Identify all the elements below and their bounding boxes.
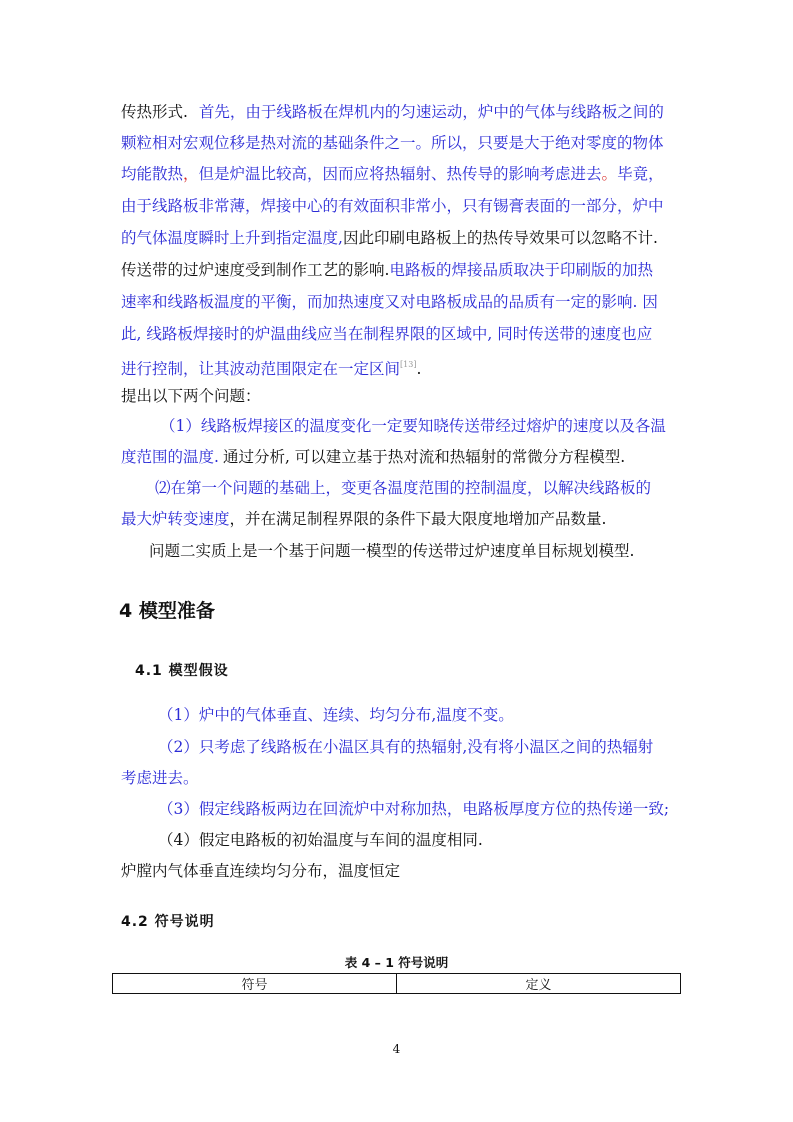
- text-span: 通过分析, 可以建立基于热对流和热辐射的常微分方程模型.: [222, 448, 626, 466]
- assumption-item: 考虑进去。: [121, 769, 199, 787]
- text-span: 电路板的焊接品质取决于印刷版的加热: [389, 261, 653, 279]
- paragraph-line: [121, 228, 658, 248]
- text-span: 的气体温度瞬时上升到指定温度,: [121, 229, 343, 247]
- subsection-heading: 4.2 符号说明: [121, 914, 215, 930]
- citation-ref[interactable]: [13]: [400, 360, 417, 369]
- problem-note: 问题二实质上是一个基于问题一模型的传送带过炉速度单目标规划模型.: [149, 542, 635, 560]
- problem-1-line: （1）线路板焊接区的温度变化一定要知晓传送带经过熔炉的速度以及各温: [160, 417, 666, 435]
- text-span: ，并在满足制程界限的条件下最大限度地增加产品数量.: [229, 510, 607, 528]
- text-span: 传热形式.: [121, 103, 188, 121]
- symbol-table: [112, 973, 681, 994]
- paragraph-line: 速率和线路板温度的平衡，而加热速度又对电路板成品的品质有一定的影响. 因: [121, 293, 658, 311]
- text-span: 因此印刷电路板上的热传导效果可以忽略不计.: [342, 229, 658, 247]
- text-span: .: [416, 360, 422, 378]
- section-heading: 4 模型准备: [119, 600, 215, 622]
- text-span: 均能散热: [121, 165, 184, 183]
- paragraph-line: 颗粒相对宏观位移是热对流的基础条件之一。所以，只要是大于绝对零度的物体: [121, 134, 664, 152]
- paragraph-line: 由于线路板非常薄，焊接中心的有效面积非常小，只有锡膏表面的一部分，炉中: [121, 197, 664, 215]
- paragraph-line: [121, 355, 421, 379]
- text-span: 首先，由于线路板在焊机内的匀速运动，炉中的气体与线路板之间的: [198, 103, 664, 121]
- problem-2-line: [121, 509, 606, 529]
- paragraph-line: [121, 260, 653, 280]
- table-header-definition: 定义: [397, 974, 681, 994]
- problem-2-line: ⑵在第一个问题的基础上，变更各温度范围的控制温度，以解决线路板的: [155, 479, 652, 497]
- text-span: 传送带的过炉速度受到制作工艺的影响.: [121, 261, 390, 279]
- assumption-item: （3）假定线路板两边在回流炉中对称加热，电路板厚度方位的热传递一致;: [158, 800, 670, 818]
- text-span: 度范围的温度.: [121, 448, 219, 466]
- table-caption: 表 4 – 1 符号说明: [344, 955, 449, 970]
- paragraph-line: 此, 线路板焊接时的炉温曲线应当在制程界限的区域中, 同时传送带的速度也应: [121, 325, 653, 343]
- problems-intro: 提出以下两个问题：: [121, 387, 261, 405]
- text-span: ，: [183, 165, 199, 183]
- assumption-item: （1）炉中的气体垂直、连续、均匀分布,温度不变。: [158, 706, 514, 724]
- assumption-item: （2）只考虑了线路板在小温区具有的热辐射,没有将小温区之间的热辐射: [158, 738, 654, 756]
- subsection-heading: 4.1 模型假设: [135, 663, 229, 679]
- problem-1-line: [121, 447, 625, 467]
- table-header-symbol: 符号: [113, 974, 397, 994]
- text-span: 最大炉转变速度: [121, 510, 230, 528]
- assumption-item: （4）假定电路板的初始温度与车间的温度相同.: [158, 831, 483, 849]
- text-span: 。: [601, 165, 618, 183]
- paragraph-line: [121, 164, 664, 184]
- text-span: 但是炉温比较高，因而应将热辐射、热传导的影响考虑进去: [198, 165, 602, 183]
- paragraph-line: [121, 102, 664, 122]
- page-number: 4: [392, 1042, 401, 1056]
- text-span: 毕竟，: [617, 165, 664, 183]
- plain-note: 炉膛内气体垂直连续均匀分布，温度恒定: [121, 862, 401, 880]
- text-span: 进行控制，让其波动范围限定在一定区间: [121, 360, 401, 378]
